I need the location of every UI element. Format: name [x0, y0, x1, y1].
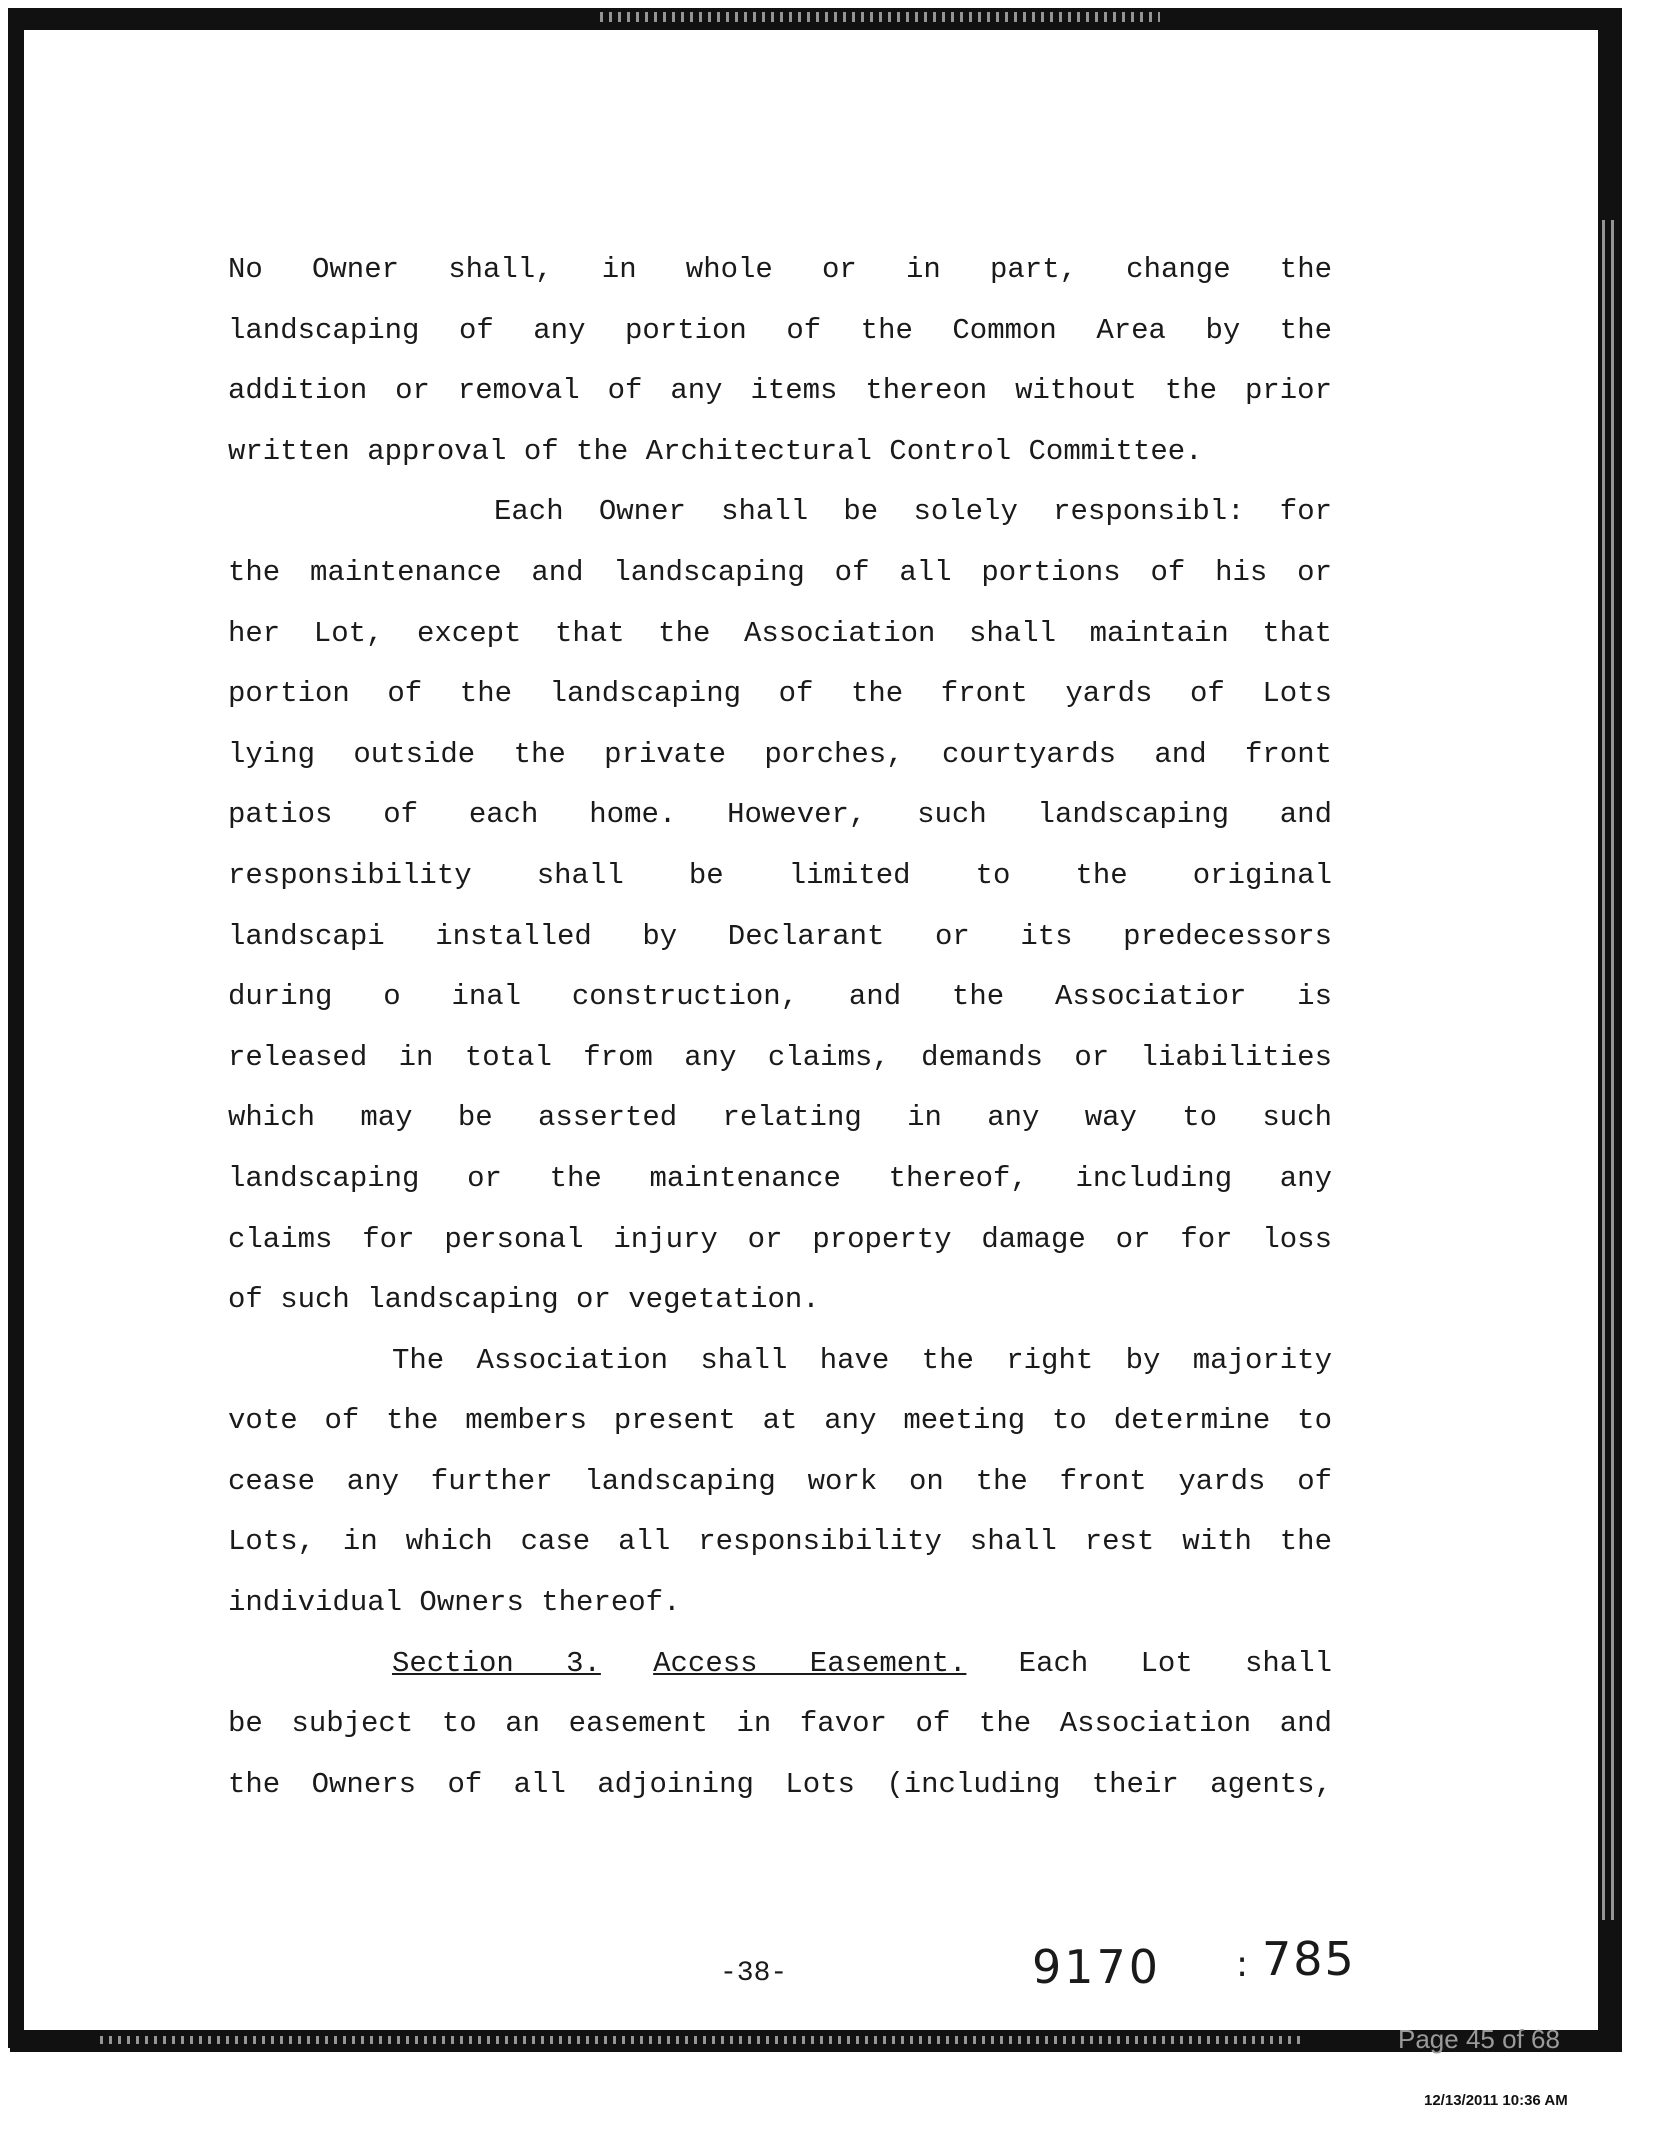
text-line: individual Owners thereof. — [228, 1586, 681, 1620]
text-line: cease any further landscaping work on the front yards of — [228, 1464, 1332, 1498]
print-timestamp: 12/13/2011 10:36 AM — [1424, 2092, 1568, 2109]
text-line: the Owners of all adjoining Lots (including their agents, — [228, 1767, 1332, 1801]
text-line: be subject to an easement in favor of the Association and — [228, 1707, 1332, 1741]
scan-noise — [600, 12, 1160, 22]
document-body — [228, 240, 1332, 1815]
text-line: responsibility shall be limited to the original — [228, 858, 1332, 892]
text-line: Each Owner shall be solely responsibl: for — [494, 495, 1332, 529]
book-number: 9170 — [1032, 1940, 1162, 1994]
text-line: landscaping of any portion of the Common Area by the — [228, 313, 1332, 347]
text-line: which may be asserted relating in any way to such — [228, 1101, 1332, 1135]
book-page-separator: : — [1236, 1944, 1249, 1985]
text-line: of such landscaping or vegetation. — [228, 1283, 820, 1317]
text-line: her Lot, except that the Association shall maintain that — [228, 616, 1332, 650]
text-line: vote of the members present at any meeting to determine to — [228, 1404, 1332, 1438]
text-line: released in total from any claims, demands or liabilities — [228, 1040, 1332, 1074]
text-line: patios of each home. However, such landscaping and — [228, 798, 1332, 832]
text-line: portion of the landscaping of the front yards of Lots — [228, 677, 1332, 711]
section-number: Section 3. — [392, 1646, 601, 1680]
text-line: landscapi installed by Declarant or its predecessors — [228, 919, 1332, 953]
section-title: Access Easement. — [653, 1646, 967, 1680]
text-line: lying outside the private porches, courtyards and front — [228, 737, 1332, 771]
page-number: -38- — [720, 1958, 788, 1989]
book-page-number: 785 — [1262, 1932, 1356, 1986]
text-line: written approval of the Architectural Control Committee. — [228, 434, 1203, 468]
text-line: during o inal construction, and the Associatior is — [228, 980, 1332, 1014]
section-access-easement — [228, 1634, 1332, 1816]
paragraph-majority-vote — [228, 1331, 1332, 1634]
text-line: Lots, in which case all responsibility shall rest with the — [228, 1525, 1332, 1559]
scan-noise — [100, 2036, 1300, 2044]
paragraph-owner-maintenance — [228, 482, 1332, 1330]
section-lead-text: Each Lot shall — [1018, 1646, 1332, 1680]
text-line: No Owner shall, in whole or in part, change the — [228, 253, 1332, 286]
section-heading-line — [228, 1634, 1332, 1695]
text-line: claims for personal injury or property damage or for loss — [228, 1222, 1332, 1256]
text-line: The Association shall have the right by majority — [392, 1343, 1332, 1377]
scan-noise — [1602, 220, 1616, 1920]
text-line: addition or removal of any items thereon without the prior — [228, 374, 1332, 408]
text-line: the maintenance and landscaping of all portions of his or — [228, 555, 1332, 589]
scan-border-left — [8, 8, 24, 2048]
paragraph-common-area — [228, 240, 1332, 482]
text-line: landscaping or the maintenance thereof, including any — [228, 1161, 1332, 1195]
page-count-stamp: Page 45 of 68 — [1398, 2024, 1560, 2054]
